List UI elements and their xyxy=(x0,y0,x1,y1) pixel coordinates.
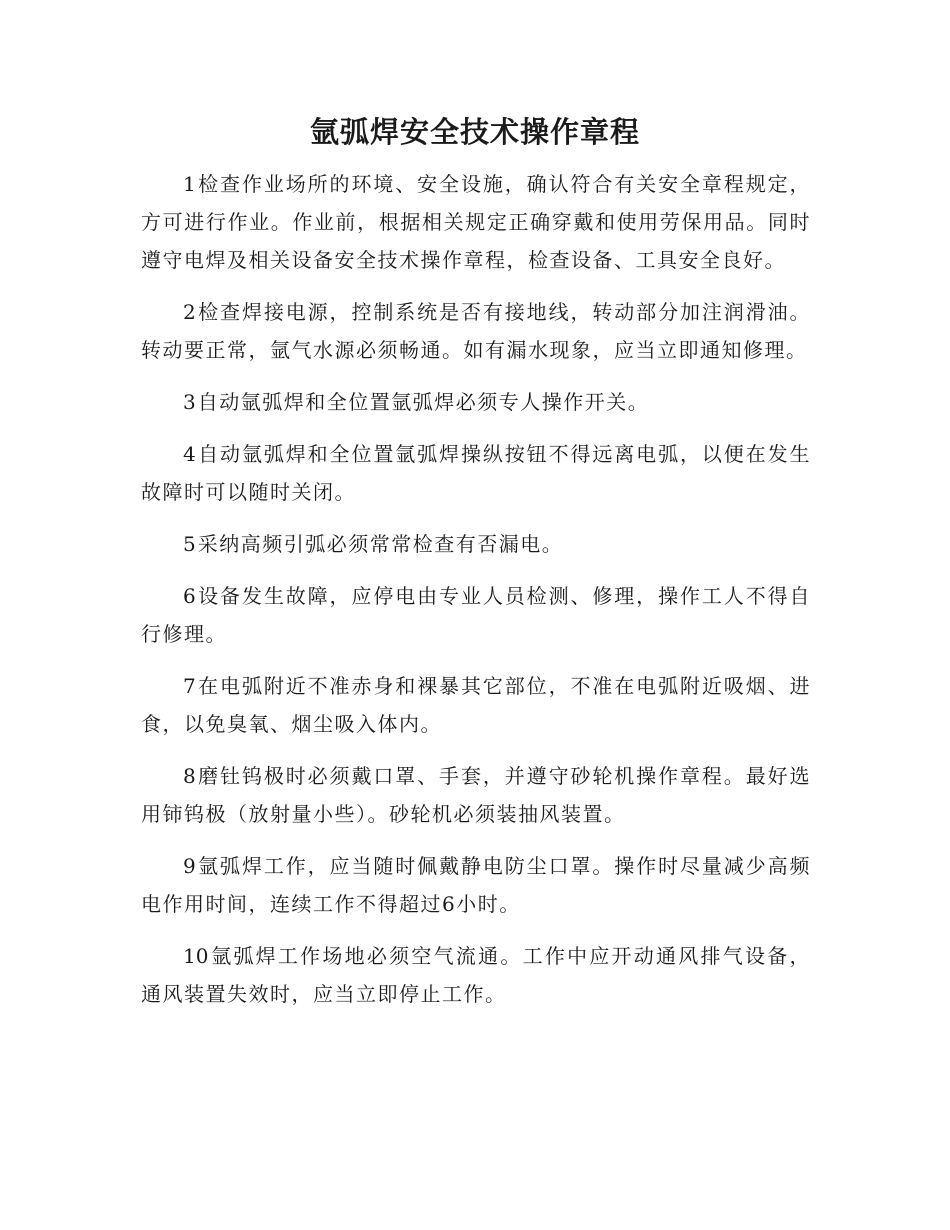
clause-number: 2 xyxy=(183,300,196,324)
clause-9 xyxy=(141,847,811,923)
clause-number: 3 xyxy=(183,390,196,414)
clause-text: 氩弧焊工作，应当随时佩戴静电防尘口罩。操作时尽量减少高频电作用时间，连续工作不得超过6小时。 xyxy=(141,854,811,916)
clause-text: 检查作业场所的环境、安全设施，确认符合有关安全章程规定，方可进行作业。作业前，根据相关规定正确穿戴和使用劳保用品。同时遵守电焊及相关设备安全技术操作章程，检查设备、工具安全良好。 xyxy=(141,172,811,272)
clause-3 xyxy=(141,383,811,421)
clause-text: 自动氩弧焊和全位置氩弧焊操纵按钮不得远离电弧，以便在发生故障时可以随时关闭。 xyxy=(141,442,811,504)
document-body xyxy=(141,165,811,1027)
clause-text: 自动氩弧焊和全位置氩弧焊必须专人操作开关。 xyxy=(197,390,650,414)
clause-number: 4 xyxy=(183,442,196,466)
clause-text: 检查焊接电源，控制系统是否有接地线，转动部分加注润滑油。转动要正常，氩气水源必须畅通。如有漏水现象，应当立即通知修理。 xyxy=(141,300,811,362)
clause-number: 5 xyxy=(183,532,196,556)
clause-text: 磨钍钨极时必须戴口罩、手套，并遵守砂轮机操作章程。最好选用铈钨极（放射量小些）。砂轮机必须装抽风装置。 xyxy=(141,764,811,826)
clause-number: 8 xyxy=(183,764,196,788)
clause-4 xyxy=(141,435,811,511)
clause-10 xyxy=(141,937,811,1013)
document-title: 氩弧焊安全技术操作章程 xyxy=(309,115,640,149)
clause-text: 氩弧焊工作场地必须空气流通。工作中应开动通风排气设备，通风装置失效时，应当立即停止工作。 xyxy=(141,944,811,1006)
clause-6 xyxy=(141,577,811,653)
clause-text: 在电弧附近不准赤身和裸暴其它部位，不准在电弧附近吸烟、进食，以免臭氧、烟尘吸入体内。 xyxy=(141,674,811,736)
clause-2 xyxy=(141,293,811,369)
clause-text: 采纳高频引弧必须常常检查有否漏电。 xyxy=(197,532,564,556)
clause-8 xyxy=(141,757,811,833)
clause-number: 7 xyxy=(183,674,196,698)
clause-5 xyxy=(141,525,811,563)
clause-number: 6 xyxy=(183,584,196,608)
clause-number: 1 xyxy=(183,172,196,196)
clause-1 xyxy=(141,165,811,279)
clause-text: 设备发生故障，应停电由专业人员检测、修理，操作工人不得自行修理。 xyxy=(141,584,811,646)
clause-7 xyxy=(141,667,811,743)
clause-number: 10 xyxy=(183,944,209,968)
clause-number: 9 xyxy=(183,854,196,878)
